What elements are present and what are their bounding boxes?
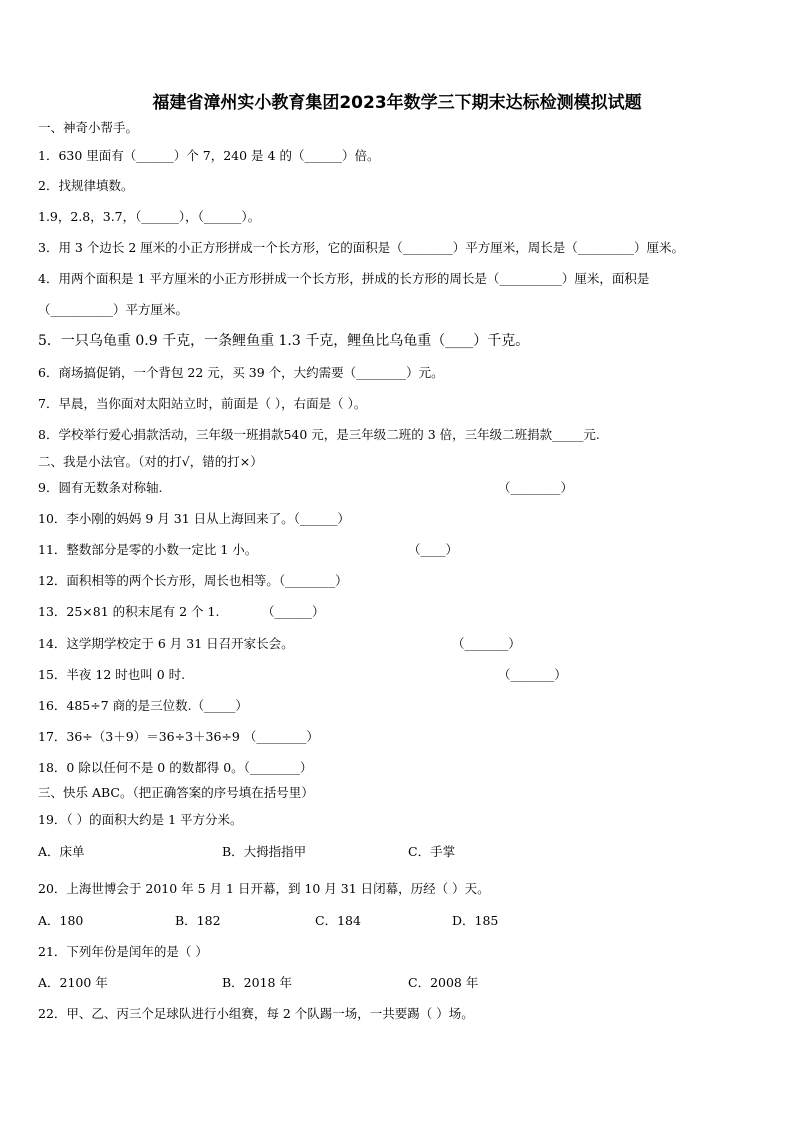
answer-paren-9: （________） (498, 480, 574, 495)
question-5: 5．一只乌龟重 0.9 千克，一条鲤鱼重 1.3 千克，鲤鱼比乌龟重（____）千克。 (38, 333, 530, 349)
question-8: 8．学校举行爱心捐款活动，三年级一班捐款540 元，是三年级二班的 3 倍，三年级二班捐款_____元. (38, 427, 600, 442)
question-20: 20．上海世博会于 2010 年 5 月 1 日开幕，到 10 月 31 日闭幕，历经（ ）天。 (38, 881, 490, 896)
section-heading-3: 三、快乐 ABC。（把正确答案的序号填在括号里） (38, 785, 314, 800)
option-20-a: A．180 (38, 913, 84, 928)
question-21: 21．下列年份是闰年的是（ ） (38, 944, 208, 959)
question-3: 3．用 3 个边长 2 厘米的小正方形拼成一个长方形，它的面积是（________）平方厘米，周长是（_________）厘米。 (38, 240, 685, 255)
option-21-b: B．2018 年 (222, 975, 292, 990)
question-10: 10．李小刚的妈妈 9 月 31 日从上海回来了。（______） (38, 511, 350, 526)
option-19-b: B．大拇指指甲 (222, 844, 307, 859)
question-16: 16．485÷7 商的是三位数.（_____） (38, 698, 248, 713)
page-title: 福建省漳州实小教育集团2023年数学三下期末达标检测模拟试题 (152, 93, 642, 113)
question-4-line-1: 4．用两个面积是 1 平方厘米的小正方形拼成一个长方形，拼成的长方形的周长是（__________）厘米，面积是 (38, 271, 650, 286)
question-2: 2．找规律填数。 (38, 178, 134, 193)
question-14: 14．这学期学校定于 6 月 31 日召开家长会。 (38, 636, 294, 651)
option-21-c: C．2008 年 (408, 975, 479, 990)
answer-paren-13: （______） (262, 604, 325, 619)
question-19: 19．（ ）的面积大约是 1 平方分米。 (38, 812, 243, 827)
option-19-c: C．手掌 (408, 844, 456, 859)
question-1: 1．630 里面有（______）个 7，240 是 4 的（______）倍。 (38, 148, 380, 163)
answer-paren-11: （____） (408, 542, 459, 557)
question-13: 13．25×81 的积末尾有 2 个 1. (38, 604, 220, 619)
question-17: 17．36÷（3＋9）＝36÷3＋36÷9 （________） (38, 729, 319, 744)
question-11: 11．整数部分是零的小数一定比 1 小。 (38, 542, 258, 557)
question-4-line-2: （__________）平方厘米。 (38, 302, 189, 317)
option-19-a: A．床单 (38, 844, 85, 859)
question-6: 6．商场搞促销，一个背包 22 元，买 39 个，大约需要（________）元。 (38, 365, 444, 380)
question-15: 15．半夜 12 时也叫 0 时. (38, 667, 186, 682)
option-21-a: A．2100 年 (38, 975, 108, 990)
question-9: 9．圆有无数条对称轴. (38, 480, 163, 495)
question-22: 22．甲、乙、丙三个足球队进行小组赛，每 2 个队踢一场，一共要踢（ ）场。 (38, 1006, 474, 1021)
answer-paren-14: （_______） (452, 636, 521, 651)
section-heading-2: 二、我是小法官。（对的打√，错的打×） (38, 454, 263, 469)
question-2-sequence: 1.9，2.8，3.7，（______），（______）。 (38, 209, 261, 224)
question-18: 18．0 除以任何不是 0 的数都得 0。（________） (38, 760, 313, 775)
section-heading-1: 一、神奇小帮手。 (38, 120, 139, 135)
option-20-b: B．182 (175, 913, 221, 928)
option-20-c: C．184 (315, 913, 361, 928)
question-7: 7．早晨，当你面对太阳站立时，前面是（ ），右面是（ ）。 (38, 396, 367, 411)
question-12: 12．面积相等的两个长方形，周长也相等。（________） (38, 573, 348, 588)
answer-paren-15: （_______） (498, 667, 567, 682)
option-20-d: D．185 (452, 913, 499, 928)
